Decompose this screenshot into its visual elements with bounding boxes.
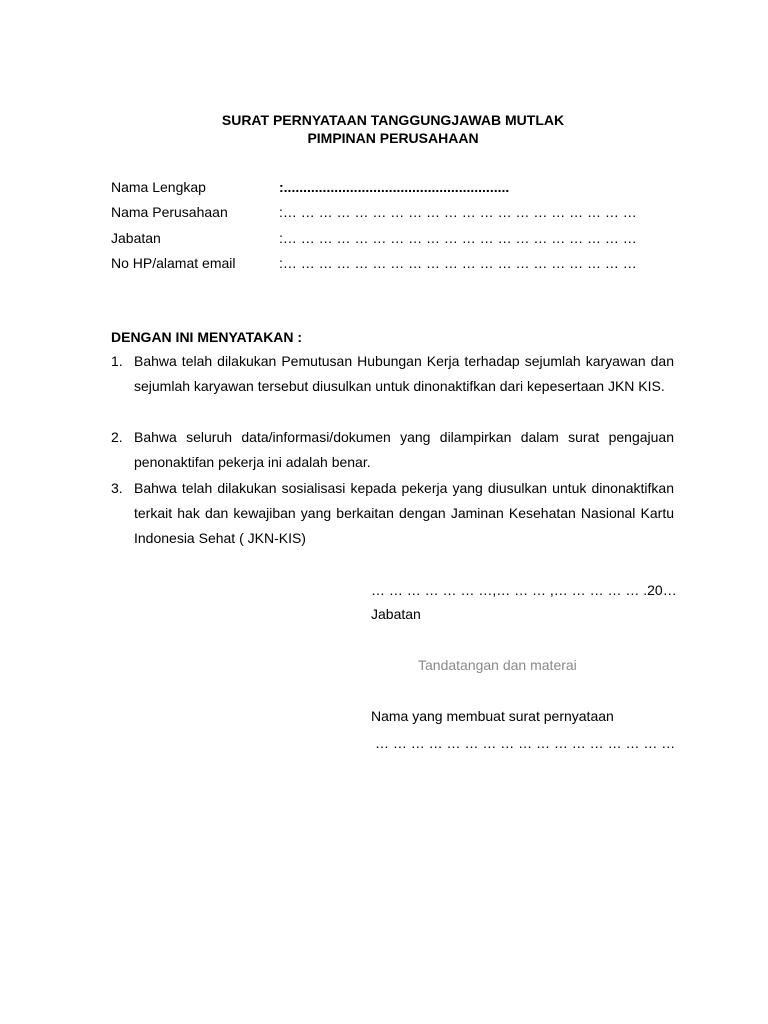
field-blank: :… … … … … … … … … … … … … … … … … … … …	[279, 255, 637, 271]
field-blank: :..........................................................	[279, 179, 510, 195]
field-label: Nama Lengkap	[111, 179, 206, 195]
signer-name-blank: … … … … … … … … … … … … … … … … …	[375, 735, 676, 751]
signer-position: Jabatan	[371, 606, 421, 622]
list-number: 2.	[111, 429, 123, 445]
field-company-name	[111, 202, 671, 222]
signature-hint: Tandatangan dan materai	[418, 657, 577, 673]
list-text: Bahwa telah dilakukan Pemutusan Hubungan Kerja terhadap sejumlah karyawan dan sejumlah karyawan tersebut diusulkan untuk dinonaktifkan dari kepesertaan JKN KIS.	[134, 353, 674, 394]
field-label: Jabatan	[111, 230, 161, 246]
field-full-name	[111, 177, 671, 197]
document-title-line-2: PIMPINAN PERUSAHAAN	[307, 130, 479, 146]
list-text: Bahwa telah dilakukan sosialisasi kepada pekerja yang diusulkan untuk dinonaktifkan terkait hak dan kewajiban yang berkaitan dengan Jaminan Kesehatan Nasional Kartu Indonesia Sehat ( JKN-KIS)	[134, 480, 674, 546]
field-label: No HP/alamat email	[111, 255, 236, 271]
field-phone-email	[111, 253, 671, 273]
field-blank: :… … … … … … … … … … … … … … … … … … … …	[279, 230, 637, 246]
declaration-heading: DENGAN INI MENYATAKAN :	[111, 329, 303, 345]
field-blank: :… … … … … … … … … … … … … … … … … … … …	[279, 204, 637, 220]
field-position	[111, 228, 671, 248]
place-date-line: … … … … … … …,… … … ,… … … … … .20…	[371, 582, 677, 598]
signer-name-label: Nama yang membuat surat pernyataan	[371, 708, 614, 724]
list-text: Bahwa seluruh data/informasi/dokumen yang dilampirkan dalam surat pengajuan penonaktifan pekerja ini adalah benar.	[134, 429, 674, 470]
list-number: 3.	[111, 480, 123, 496]
document-title-line-1: SURAT PERNYATAAN TANGGUNGJAWAB MUTLAK	[221, 112, 565, 128]
list-number: 1.	[111, 353, 123, 369]
field-label: Nama Perusahaan	[111, 204, 228, 220]
